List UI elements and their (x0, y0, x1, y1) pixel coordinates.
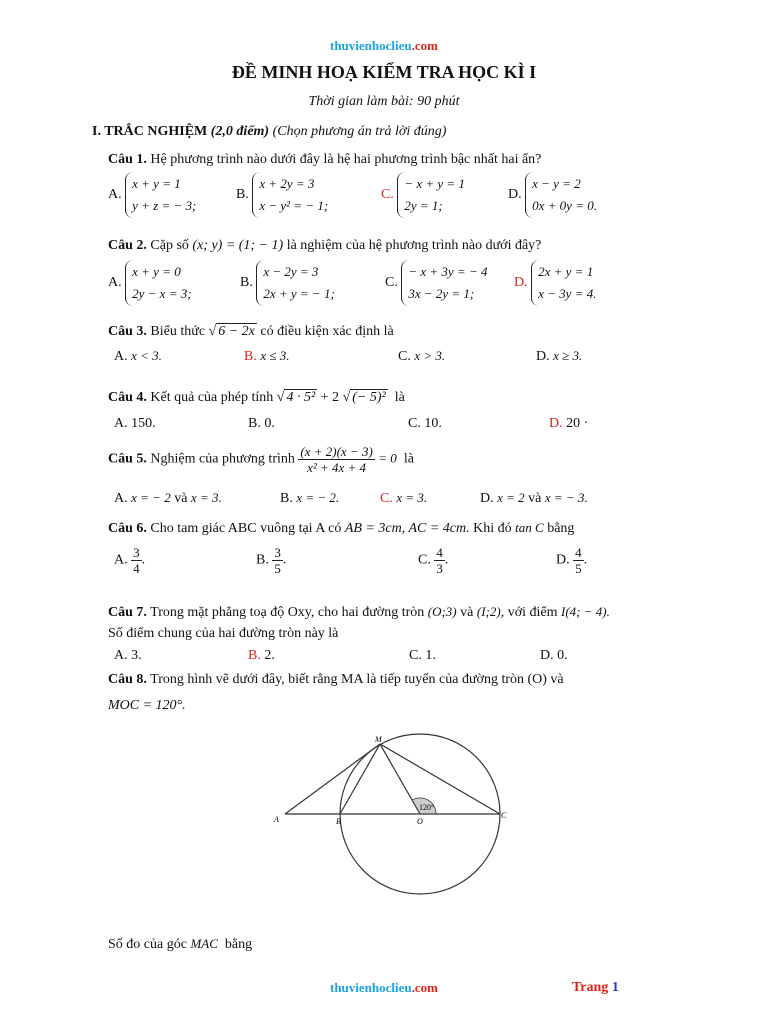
q5-option-d: D. x = 2 và x = − 3. (480, 490, 588, 506)
q2-option-a: A. x + y = 0 2y − x = 3; (108, 260, 192, 306)
segment-mb (340, 744, 380, 814)
question-7-line2: Số điểm chung của hai đường tròn này là (108, 626, 339, 641)
q7-option-a: A. 3. (114, 648, 142, 663)
q2-option-c: C. − x + 3y = − 4 3x − 2y = 1; (385, 260, 487, 306)
section-heading: I. TRẮC NGHIỆM (2,0 điểm) (Chọn phương án trả lời đúng) (92, 124, 447, 139)
page-subtitle: Thời gian làm bài: 90 phút (308, 94, 460, 109)
q5-option-a: A. x = − 2 và x = 3. (114, 490, 222, 506)
label-angle: 120° (419, 803, 435, 812)
question-8-ask: Số đo của góc MAC bằng (108, 936, 253, 952)
header-site: thuvienhoclieu.com (330, 38, 438, 53)
question-6: Câu 6. Cho tam giác ABC vuông tại A có AB = 3cm, AC = 4cm. Khi đó tan C bằng (108, 520, 575, 536)
q1-option-d: D. x − y = 2 0x + 0y = 0. (508, 172, 597, 218)
q1-option-c: C. − x + y = 1 2y = 1; (381, 172, 465, 218)
q3-option-c: C. x > 3. (398, 348, 446, 364)
q5-option-c: C. x = 3. (380, 490, 428, 506)
q4-option-a: A. 150. (114, 416, 156, 431)
q4-option-b: B. 0. (248, 416, 275, 431)
question-7: Câu 7. Trong mặt phẳng toạ độ Oxy, cho hai đường tròn (O;3) và (I;2), với điểm I(4; − 4). (108, 604, 610, 620)
label-b: B (336, 817, 341, 826)
q1-option-b: B. x + 2y = 3 x − y² = − 1; (236, 172, 328, 218)
question-8-angle: MOC = 120°. (108, 698, 186, 713)
q7-option-b: B. 2. (248, 648, 275, 663)
label-m: M (375, 735, 382, 744)
question-5: Câu 5. Nghiệm của phương trình $\frac{(x + 2)(x - 3)}{\text{x² + 4x + 4}}$ = 0 là (108, 444, 414, 475)
label-c: C (501, 811, 507, 820)
q6-option-a: A. $\frac{3}{4}$ . (114, 545, 146, 576)
question-8: Câu 8. Trong hình vẽ dưới đây, biết rằng MA là tiếp tuyến của đường tròn (O) và (108, 672, 564, 687)
q3-option-a: A. x < 3. (114, 348, 162, 364)
q3-option-b: B. x ≤ 3. (244, 348, 290, 364)
q7-option-c: C. 1. (409, 648, 436, 663)
label-o: O (417, 817, 423, 826)
q4-option-c: C. 10. (408, 416, 442, 431)
footer-site: thuvienhoclieu.com (330, 980, 438, 995)
question-3: Câu 3. Biểu thức √ 6 − 2x có điều kiện xác định là (108, 324, 394, 339)
q1-option-a: A. x + y = 1 y + z = − 3; (108, 172, 196, 218)
q3-option-d: D. x ≥ 3. (536, 348, 583, 364)
page-number: Trang 1 (572, 980, 619, 995)
q6-option-d: D. $\frac{4}{5}$ . (556, 545, 588, 576)
q7-option-d: D. 0. (540, 648, 568, 663)
q5-option-b: B. x = − 2. (280, 490, 340, 506)
page-title: ĐỀ MINH HOẠ KIỂM TRA HỌC KÌ I (231, 62, 537, 82)
question-1: Câu 1. Hệ phương trình nào dưới đây là hệ hai phương trình bậc nhất hai ẩn? (108, 152, 542, 167)
geometry-figure (270, 725, 520, 925)
q6-option-b: B. $\frac{3}{5}$ . (256, 545, 287, 576)
segment-am (285, 744, 380, 814)
segment-mc (380, 744, 500, 814)
question-4: Câu 4. Kết quả của phép tính √ 4 · 5² + 2 √ (− 5)² là (108, 390, 405, 405)
q4-option-d: D. 20 · (549, 416, 589, 431)
q2-option-b: B. x − 2y = 3 2x + y = − 1; (240, 260, 335, 306)
question-2: Câu 2. Cặp số (x; y) = (1; − 1) là nghiệm của hệ phương trình nào dưới đây? (108, 238, 542, 253)
q2-option-d: D. 2x + y = 1 x − 3y = 4. (514, 260, 596, 306)
label-a: A (274, 815, 279, 824)
q6-option-c: C. $\frac{4}{3}$ . (418, 545, 449, 576)
